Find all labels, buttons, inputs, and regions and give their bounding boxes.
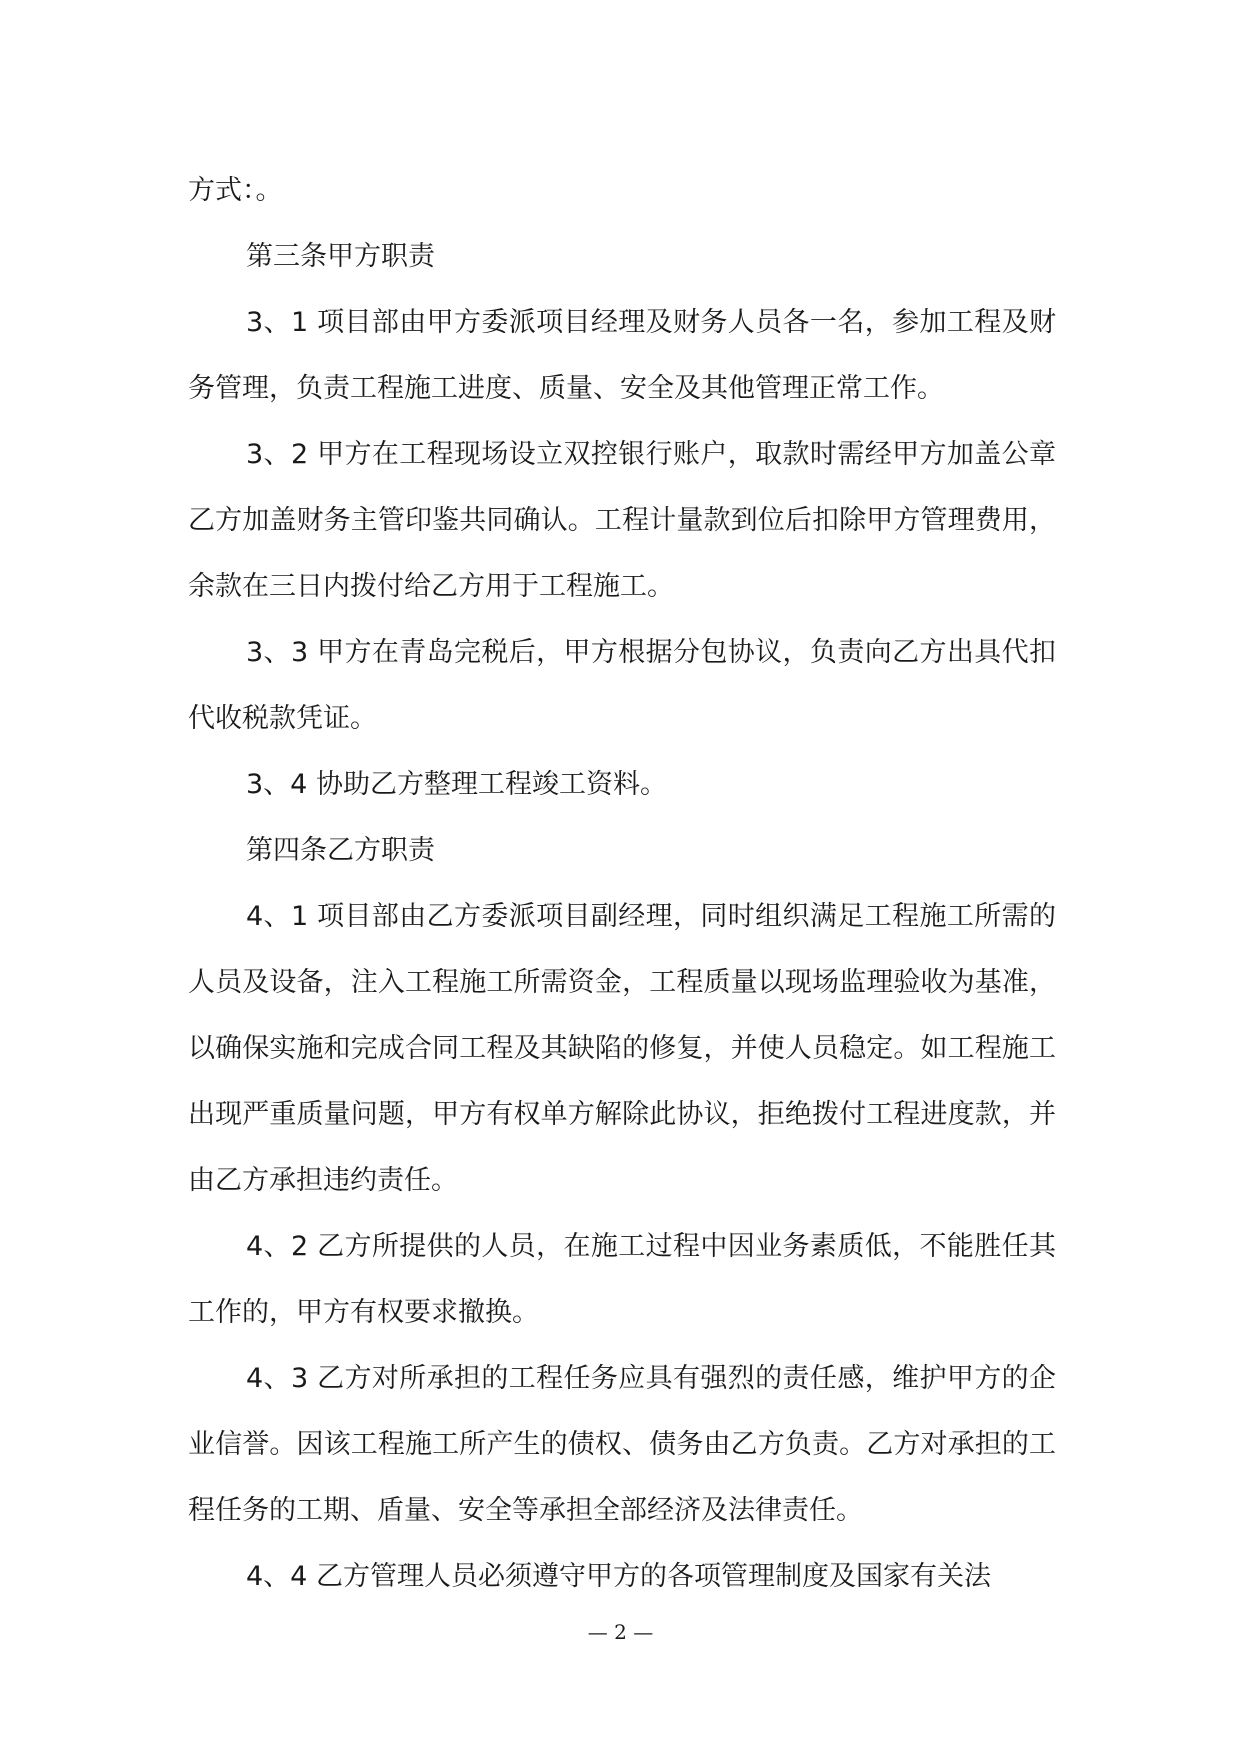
paragraph-3-2: 3、2 甲方在工程现场设立双控银行账户，取款时需经甲方加盖公章乙方加盖财务主管印鉴共同确认。工程计量款到位后扣除甲方管理费用，余款在三日内拨付给乙方用于工程施工。: [188, 439, 1056, 602]
paragraph-4-1: 4、1 项目部由乙方委派项目副经理，同时组织满足工程施工所需的人员及设备，注入工程施工所需资金，工程质量以现场监理验收为基准，以确保实施和完成合同工程及其缺陷的修复，并使人员稳定。如工程施工出现严重质量问题，甲方有权单方解除此协议，拒绝拨付工程进度款，并由乙方承担违约责任。: [188, 901, 1056, 1196]
paragraph-4-4: 4、4 乙方管理人员必须遵守甲方的各项管理制度及国家有关法: [246, 1561, 991, 1592]
paragraph-3-4: 3、4 协助乙方整理工程竣工资料。: [246, 769, 667, 800]
paragraph-3-3: 3、3 甲方在青岛完税后，甲方根据分包协议，负责向乙方出具代扣代收税款凭证。: [188, 637, 1056, 734]
paragraph-1: 方式：。: [188, 175, 283, 206]
document-body: [188, 158, 1056, 1610]
paragraph-3-1: 3、1 项目部由甲方委派项目经理及财务人员各一名，参加工程及财务管理，负责工程施工进度、质量、安全及其他管理正常工作。: [188, 307, 1056, 404]
paragraph-4-3: 4、3 乙方对所承担的工程任务应具有强烈的责任感，维护甲方的企业信誉。因该工程施工所产生的债权、债务由乙方负责。乙方对承担的工程任务的工期、盾量、安全等承担全部经济及法律责任。: [188, 1363, 1056, 1526]
paragraph-4-2: 4、2 乙方所提供的人员，在施工过程中因业务素质低，不能胜任其工作的，甲方有权要求撤换。: [188, 1231, 1056, 1328]
page-number: — 2 —: [587, 1620, 654, 1644]
section-heading-3: 第三条甲方职责: [246, 241, 435, 272]
section-heading-4: 第四条乙方职责: [246, 835, 435, 866]
